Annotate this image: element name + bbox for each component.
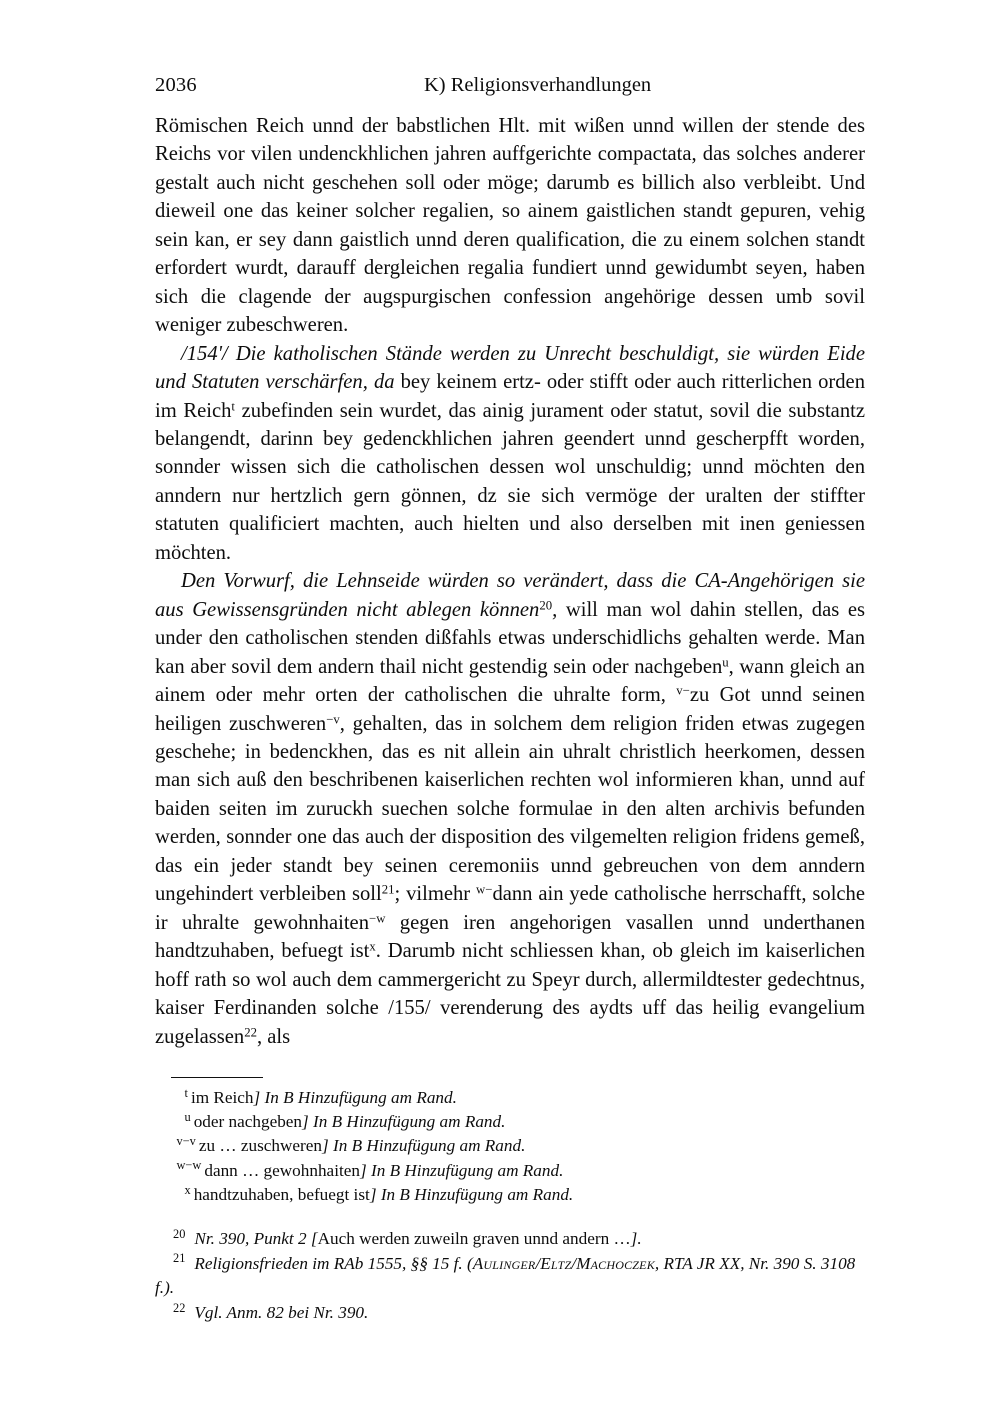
critical-apparatus (155, 1086, 865, 1207)
footnote-marker: v− (676, 683, 690, 698)
italic-run: / (571, 1253, 577, 1273)
apparatus-bracket: ] (369, 1184, 381, 1204)
apparatus-lemma: dann … gewohnhaiten (204, 1160, 360, 1180)
apparatus-note: In B Hinzufügung am Rand. (380, 1184, 574, 1204)
apparatus-bracket: ] (321, 1136, 333, 1156)
footnote-marker: x (369, 939, 376, 954)
footnote-entry (155, 1252, 865, 1301)
text-run: zubefinden sein wurdet, das ainig jurament oder statut, sovil die substantz belangendt, darinn bey gedenckhlichen jahren geendert unnd gescherpfft worden, sonnder wissen sich die catholischen dessen wol unschuldig; unnd möchten den anndern nur hertzlich gern gönnen, dz sie sich vermöge der uralten der stiffter statuten qualificiert machten, auch hielten und also derselben mit inen geniessen möchten. (155, 399, 865, 564)
apparatus-entry (155, 1086, 865, 1110)
footnote-marker: −v (326, 711, 340, 726)
italic-run: / (535, 1253, 541, 1273)
apparatus-sigil: u (184, 1109, 191, 1124)
apparatus-sigil: t (184, 1085, 188, 1100)
italic-run: Vgl. Anm. 82 bei Nr. 390. (194, 1302, 369, 1322)
apparatus-lemma: zu … zuschweren (198, 1136, 322, 1156)
apparatus-sigil: x (184, 1182, 191, 1197)
apparatus-sigil: v−v (176, 1134, 196, 1149)
italic-run: Nr. 390, Punkt 2 [ (194, 1228, 318, 1248)
apparatus-entry (155, 1159, 865, 1183)
apparatus-lemma: handtzuhaben, befuegt ist (193, 1184, 370, 1204)
italic-run: Den Vorwurf, die Lehnseide würden so verändert, dass die CA-Angehörigen sie aus Gewissensgründen nicht ablegen können (155, 570, 865, 621)
apparatus-bracket: ] (359, 1160, 371, 1180)
apparatus-bracket: ] (302, 1112, 314, 1132)
body-text (155, 112, 865, 1051)
running-head (155, 72, 865, 112)
apparatus-note: In B Hinzufügung am Rand. (370, 1160, 564, 1180)
editor-name: Machoczek (576, 1253, 655, 1273)
text-run: zu Got unnd seinen heiligen zuschweren (155, 684, 865, 735)
editor-name: Eltz (540, 1253, 572, 1273)
numbered-footnotes (155, 1227, 865, 1325)
apparatus-lemma: oder nachgeben (193, 1112, 303, 1132)
footnote-number: 20 (173, 1226, 186, 1241)
text-run: dann ain yede catholische herrschafft, solche ir uhralte gewohnhaiten (155, 883, 865, 934)
footnote-marker: w− (476, 882, 493, 897)
body-paragraph (155, 112, 865, 340)
apparatus-sigil: w−w (176, 1158, 202, 1173)
body-paragraph (155, 567, 865, 1051)
footnote-separator-rule (171, 1077, 263, 1078)
apparatus-note: In B Hinzufügung am Rand. (332, 1136, 526, 1156)
apparatus-note: In B Hinzufügung am Rand. (313, 1112, 506, 1132)
page-number: 2036 (155, 74, 197, 96)
italic-run: /154'/ Die katholischen Stände werden zu Unrecht beschuldigt, sie würden Eide und Statuten verschärfen, da (155, 342, 865, 394)
text-run: , wann gleich an ainem oder mehr orten der catholischen die uhralte form, (155, 655, 865, 707)
footnote-number: 21 (173, 1251, 186, 1266)
italic-run: ]. (630, 1228, 642, 1248)
text-run: Römischen Reich unnd der babstlichen Hlt. mit wißen unnd willen der stende des Reichs vor vilen undenckhlichen jahren auffgerichte compactata, das solches anderer gestalt auch nicht geschehen soll oder möge; darumb es billich also verbleibt. Und dieweil one das keiner solcher regalien, so ainem gaistlichen standt gepuren, vehig sein kan, er sey dann gaistlich unnd deren qualification, die zu einem solchen standt erfordert wurdt, darauff dergleichen regalia fundiert unnd gewidumbt seyen, haben sich die clagende der augspurgischen confession angehörige dessen umb sovil weniger zubeschweren. (155, 115, 865, 337)
text-run: gegen iren angehorigen vasallen unnd underthanen handtzuhaben, befuegt ist (155, 911, 865, 963)
text-run: , als (256, 1025, 291, 1048)
footnote-entry (155, 1227, 865, 1252)
text-run: . Darumb nicht schliessen khan, ob gleich im kaiserlichen hoff rath so wol auch dem cammergericht zu Speyr durch, allermildtester gedechtnus, kaiser Ferdinanden solche /155/ verenderung des aydts uff das heilig evangelium zugelassen (155, 940, 865, 1048)
italic-run: , (552, 598, 558, 621)
running-title: K) Religionsverhandlungen (424, 74, 652, 96)
text-run: will man wol dahin stellen, das es under den catholischen stenden dißfahls etwas underschidlichs gehalten werde. Man kan aber sovil dem andern thail nicht gestendig sein oder nachgeben (155, 598, 865, 678)
apparatus-note: In B Hinzufügung am Rand. (264, 1087, 457, 1107)
footnote-marker: 22 (244, 1024, 257, 1039)
apparatus-lemma: im Reich (190, 1087, 254, 1107)
text-run: ; vilmehr (394, 883, 477, 906)
apparatus-entry (155, 1110, 865, 1134)
footnote-marker: u (722, 654, 729, 669)
footnote-marker: 21 (381, 882, 395, 897)
footnote-marker: t (231, 398, 235, 413)
text-run: bey keinem ertz- oder stifft oder auch ritterlichen orden im Reich (155, 371, 865, 422)
apparatus-bracket: ] (253, 1087, 265, 1107)
apparatus-entry (155, 1134, 865, 1158)
page-content (155, 72, 865, 1325)
footnote-marker: 20 (539, 598, 553, 613)
footnote-marker: −w (369, 911, 386, 926)
italic-run: Religionsfrieden im RAb 1555, §§ 15 f. ( (194, 1253, 473, 1273)
italic-run: , RTA JR XX, Nr. 390 S. 3108 f.). (155, 1253, 856, 1298)
text-run: Auch werden zuweiln graven unnd andern … (317, 1228, 631, 1248)
text-run: , gehalten, das in solchem dem religion friden etwas zugegen geschehe; in bedenckhen, das es nit allein ain uhralt christlich heerkomen, dessen man sich auß den beschribenen kaiserlichen rechten wol informieren khan, unnd auf baiden seiten im zuruckh suechen solche formulae in den alten archivis befunden werden, sonnder one das auch der disposition des vilgemelten religion fridens gemeß, das ein jeder standt bey seinen ceremoniis unnd gebreuchen von dem anndern ungehindert verbleiben soll (155, 712, 865, 906)
body-paragraph (155, 340, 865, 568)
editor-name: Aulinger (472, 1253, 536, 1273)
footnote-number: 22 (173, 1300, 186, 1315)
footnote-entry (155, 1301, 865, 1326)
apparatus-entry (155, 1183, 865, 1207)
